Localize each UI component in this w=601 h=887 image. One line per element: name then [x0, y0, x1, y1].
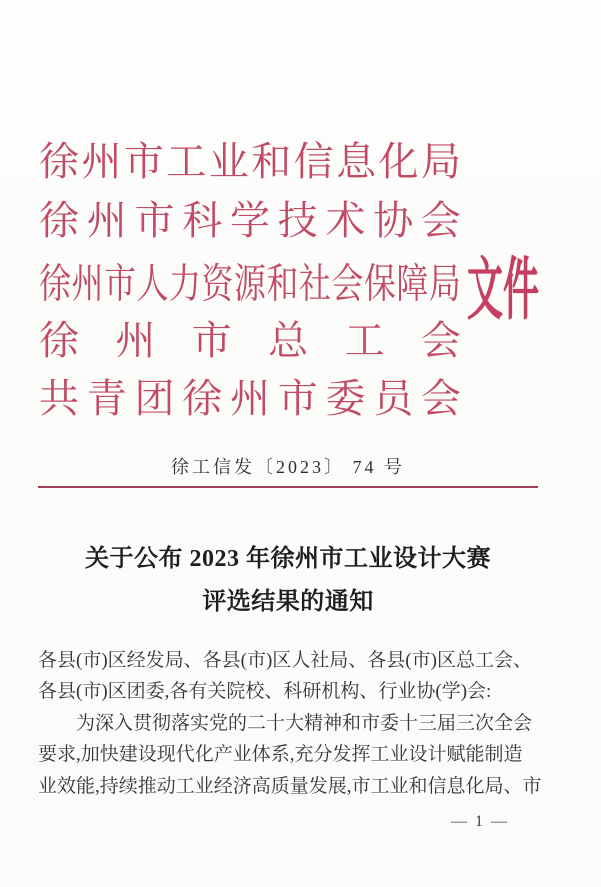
issuer-line-5: 共 青 团 徐 州 市 委 员 会 [39, 376, 461, 421]
recipient-line-2: 各县(市)区团委,各有关院校、科研机构、行业协(学)会: [38, 681, 492, 703]
document-title-line-2: 评选结果的通知 [202, 589, 374, 615]
document-body [38, 645, 540, 802]
document-title [38, 538, 538, 624]
issuer-line-2: 徐 州 市 科 学 技 术 协 会 [39, 198, 461, 243]
page-number: — 1 — [451, 813, 509, 830]
body-paragraph-line-2: 要求,加快建设现代化产业体系,充分发挥工业设计赋能制造 [38, 744, 523, 766]
doc-number: 徐工信发〔2023〕 74 号 [171, 457, 405, 477]
issuer-line-3: 徐 州 市 人 力 资 源 和 社 会 保 障 局 [39, 260, 461, 307]
issuer-line-1: 徐 州 市 工 业 和 信 息 化 局 [39, 139, 461, 184]
doc-type-label: 文件 [467, 253, 539, 329]
body-paragraph-line-1: 为深入贯彻落实党的二十大精神和市委十三届三次全会 [76, 712, 533, 734]
issuer-line-4: 徐 州 市 总 工 会 [39, 318, 461, 363]
body-paragraph-line-3: 业效能,持续推动工业经济高质量发展,市工业和信息化局、市 [38, 775, 542, 797]
document-title-line-1: 关于公布 2023 年徐州市工业设计大赛 [85, 546, 491, 572]
recipient-line-1: 各县(市)区经发局、各县(市)区人社局、各县(市)区总工会、 [38, 650, 532, 671]
red-divider [38, 486, 538, 488]
